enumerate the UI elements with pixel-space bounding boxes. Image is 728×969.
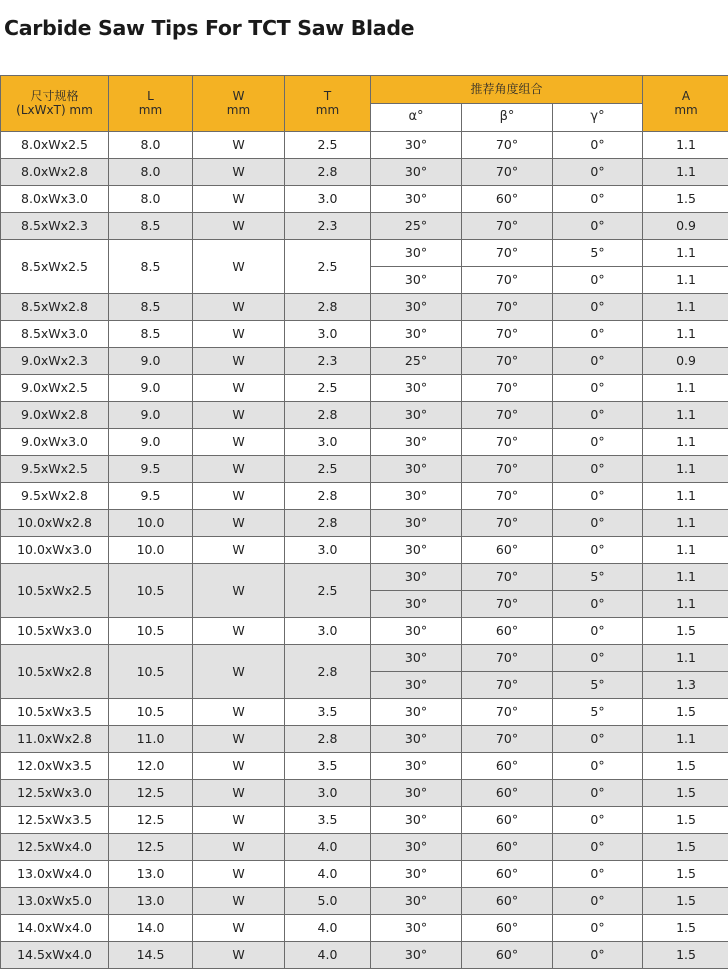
cell-gamma: 0° xyxy=(553,807,643,834)
cell-w: W xyxy=(193,213,285,240)
cell-alpha: 30° xyxy=(371,186,462,213)
cell-w: W xyxy=(193,510,285,537)
cell-gamma: 5° xyxy=(553,672,643,699)
cell-gamma: 0° xyxy=(553,321,643,348)
cell-l: 9.5 xyxy=(109,456,193,483)
cell-beta: 70° xyxy=(462,375,553,402)
cell-a: 1.5 xyxy=(643,618,728,645)
cell-gamma: 5° xyxy=(553,564,643,591)
cell-t: 2.5 xyxy=(285,564,371,618)
cell-gamma: 0° xyxy=(553,888,643,915)
cell-a: 1.5 xyxy=(643,753,728,780)
cell-t: 2.5 xyxy=(285,375,371,402)
table-body xyxy=(1,132,728,969)
cell-w: W xyxy=(193,186,285,213)
table-row xyxy=(1,726,728,753)
cell-alpha: 30° xyxy=(371,591,462,618)
cell-beta: 70° xyxy=(462,159,553,186)
cell-t: 3.5 xyxy=(285,699,371,726)
cell-spec: 9.5xWx2.8 xyxy=(1,483,109,510)
cell-beta: 70° xyxy=(462,348,553,375)
cell-alpha: 25° xyxy=(371,348,462,375)
cell-a: 1.1 xyxy=(643,483,728,510)
cell-beta: 60° xyxy=(462,753,553,780)
cell-beta: 70° xyxy=(462,213,553,240)
cell-alpha: 30° xyxy=(371,834,462,861)
cell-a: 1.5 xyxy=(643,780,728,807)
cell-beta: 70° xyxy=(462,510,553,537)
cell-l: 12.0 xyxy=(109,753,193,780)
cell-w: W xyxy=(193,537,285,564)
cell-spec: 8.5xWx2.5 xyxy=(1,240,109,294)
cell-a: 1.1 xyxy=(643,267,728,294)
header-a xyxy=(643,76,728,132)
cell-w: W xyxy=(193,456,285,483)
cell-w: W xyxy=(193,132,285,159)
table-row xyxy=(1,186,728,213)
cell-alpha: 30° xyxy=(371,780,462,807)
cell-l: 13.0 xyxy=(109,861,193,888)
cell-t: 3.0 xyxy=(285,186,371,213)
table-row xyxy=(1,294,728,321)
cell-beta: 70° xyxy=(462,699,553,726)
cell-l: 12.5 xyxy=(109,780,193,807)
cell-t: 2.5 xyxy=(285,456,371,483)
cell-w: W xyxy=(193,645,285,699)
cell-a: 1.1 xyxy=(643,240,728,267)
cell-l: 9.0 xyxy=(109,429,193,456)
cell-t: 2.8 xyxy=(285,726,371,753)
cell-beta: 60° xyxy=(462,618,553,645)
cell-l: 12.5 xyxy=(109,807,193,834)
cell-gamma: 5° xyxy=(553,240,643,267)
cell-w: W xyxy=(193,618,285,645)
cell-w: W xyxy=(193,753,285,780)
table-row xyxy=(1,375,728,402)
cell-gamma: 0° xyxy=(553,834,643,861)
cell-beta: 70° xyxy=(462,240,553,267)
header-w xyxy=(193,76,285,132)
cell-a: 1.1 xyxy=(643,321,728,348)
header-l-label: L xyxy=(109,90,192,103)
cell-spec: 8.5xWx2.3 xyxy=(1,213,109,240)
cell-beta: 70° xyxy=(462,321,553,348)
cell-beta: 60° xyxy=(462,915,553,942)
header-a-unit: mm xyxy=(643,104,728,117)
table-row xyxy=(1,213,728,240)
cell-l: 9.5 xyxy=(109,483,193,510)
cell-a: 1.1 xyxy=(643,726,728,753)
cell-gamma: 0° xyxy=(553,780,643,807)
cell-l: 12.5 xyxy=(109,834,193,861)
cell-alpha: 30° xyxy=(371,267,462,294)
cell-spec: 12.5xWx3.0 xyxy=(1,780,109,807)
cell-a: 1.1 xyxy=(643,132,728,159)
cell-gamma: 0° xyxy=(553,591,643,618)
page-title: Carbide Saw Tips For TCT Saw Blade xyxy=(4,16,414,40)
cell-t: 3.0 xyxy=(285,780,371,807)
table-row xyxy=(1,942,728,969)
cell-spec: 8.0xWx2.8 xyxy=(1,159,109,186)
cell-alpha: 30° xyxy=(371,402,462,429)
cell-spec: 8.0xWx3.0 xyxy=(1,186,109,213)
cell-alpha: 30° xyxy=(371,429,462,456)
cell-a: 0.9 xyxy=(643,213,728,240)
cell-gamma: 0° xyxy=(553,159,643,186)
cell-gamma: 0° xyxy=(553,645,643,672)
cell-w: W xyxy=(193,861,285,888)
cell-gamma: 0° xyxy=(553,294,643,321)
table-row xyxy=(1,564,728,591)
cell-spec: 9.0xWx2.3 xyxy=(1,348,109,375)
cell-w: W xyxy=(193,159,285,186)
table-row xyxy=(1,888,728,915)
cell-l: 13.0 xyxy=(109,888,193,915)
cell-beta: 60° xyxy=(462,888,553,915)
cell-t: 2.8 xyxy=(285,645,371,699)
cell-beta: 70° xyxy=(462,564,553,591)
cell-spec: 9.0xWx3.0 xyxy=(1,429,109,456)
cell-spec: 13.0xWx4.0 xyxy=(1,861,109,888)
cell-t: 3.0 xyxy=(285,429,371,456)
cell-gamma: 0° xyxy=(553,537,643,564)
cell-beta: 70° xyxy=(462,429,553,456)
table-row xyxy=(1,510,728,537)
cell-w: W xyxy=(193,483,285,510)
cell-alpha: 30° xyxy=(371,510,462,537)
cell-gamma: 0° xyxy=(553,186,643,213)
cell-spec: 12.5xWx3.5 xyxy=(1,807,109,834)
cell-a: 1.5 xyxy=(643,888,728,915)
cell-spec: 9.0xWx2.8 xyxy=(1,402,109,429)
cell-a: 1.5 xyxy=(643,861,728,888)
header-alpha: α° xyxy=(371,104,462,132)
cell-a: 1.1 xyxy=(643,564,728,591)
cell-w: W xyxy=(193,888,285,915)
header-t xyxy=(285,76,371,132)
cell-l: 14.0 xyxy=(109,915,193,942)
header-a-label: A xyxy=(643,90,728,103)
cell-alpha: 30° xyxy=(371,645,462,672)
table-row xyxy=(1,132,728,159)
cell-spec: 10.0xWx3.0 xyxy=(1,537,109,564)
cell-t: 3.0 xyxy=(285,537,371,564)
cell-t: 2.3 xyxy=(285,348,371,375)
cell-alpha: 30° xyxy=(371,132,462,159)
cell-l: 10.0 xyxy=(109,510,193,537)
cell-spec: 14.0xWx4.0 xyxy=(1,915,109,942)
cell-t: 2.3 xyxy=(285,213,371,240)
cell-l: 8.0 xyxy=(109,186,193,213)
cell-gamma: 0° xyxy=(553,753,643,780)
cell-l: 10.0 xyxy=(109,537,193,564)
cell-a: 1.1 xyxy=(643,456,728,483)
cell-a: 1.5 xyxy=(643,942,728,969)
cell-a: 1.5 xyxy=(643,834,728,861)
cell-gamma: 0° xyxy=(553,132,643,159)
cell-t: 2.5 xyxy=(285,132,371,159)
cell-beta: 70° xyxy=(462,294,553,321)
cell-alpha: 30° xyxy=(371,753,462,780)
cell-alpha: 30° xyxy=(371,240,462,267)
header-l xyxy=(109,76,193,132)
table-row xyxy=(1,159,728,186)
cell-gamma: 0° xyxy=(553,375,643,402)
cell-t: 3.5 xyxy=(285,753,371,780)
cell-a: 1.5 xyxy=(643,915,728,942)
cell-a: 1.5 xyxy=(643,699,728,726)
cell-a: 1.1 xyxy=(643,375,728,402)
cell-w: W xyxy=(193,834,285,861)
cell-l: 9.0 xyxy=(109,402,193,429)
cell-l: 8.0 xyxy=(109,159,193,186)
header-beta: β° xyxy=(462,104,553,132)
cell-alpha: 30° xyxy=(371,294,462,321)
cell-w: W xyxy=(193,429,285,456)
cell-spec: 8.0xWx2.5 xyxy=(1,132,109,159)
table-row xyxy=(1,456,728,483)
cell-alpha: 30° xyxy=(371,618,462,645)
cell-gamma: 0° xyxy=(553,267,643,294)
table-row xyxy=(1,753,728,780)
cell-alpha: 30° xyxy=(371,672,462,699)
cell-alpha: 30° xyxy=(371,942,462,969)
cell-gamma: 0° xyxy=(553,429,643,456)
cell-alpha: 30° xyxy=(371,321,462,348)
cell-spec: 10.5xWx3.5 xyxy=(1,699,109,726)
table-row xyxy=(1,834,728,861)
cell-beta: 60° xyxy=(462,807,553,834)
cell-alpha: 30° xyxy=(371,483,462,510)
cell-t: 3.0 xyxy=(285,321,371,348)
cell-t: 4.0 xyxy=(285,834,371,861)
cell-spec: 10.5xWx3.0 xyxy=(1,618,109,645)
cell-alpha: 30° xyxy=(371,159,462,186)
cell-spec: 10.5xWx2.8 xyxy=(1,645,109,699)
header-angle-group: 推荐角度组合 xyxy=(371,76,643,104)
cell-alpha: 30° xyxy=(371,915,462,942)
cell-l: 8.5 xyxy=(109,213,193,240)
cell-gamma: 0° xyxy=(553,915,643,942)
cell-t: 2.8 xyxy=(285,294,371,321)
cell-t: 3.5 xyxy=(285,807,371,834)
cell-a: 1.5 xyxy=(643,807,728,834)
cell-beta: 70° xyxy=(462,726,553,753)
cell-alpha: 30° xyxy=(371,456,462,483)
cell-t: 2.8 xyxy=(285,159,371,186)
cell-beta: 70° xyxy=(462,267,553,294)
table-row xyxy=(1,618,728,645)
cell-alpha: 30° xyxy=(371,807,462,834)
cell-t: 2.8 xyxy=(285,510,371,537)
cell-a: 1.1 xyxy=(643,537,728,564)
spec-table xyxy=(0,75,728,969)
cell-t: 3.0 xyxy=(285,618,371,645)
cell-spec: 10.0xWx2.8 xyxy=(1,510,109,537)
cell-a: 1.1 xyxy=(643,591,728,618)
cell-a: 1.5 xyxy=(643,186,728,213)
cell-beta: 60° xyxy=(462,780,553,807)
cell-w: W xyxy=(193,942,285,969)
table-row xyxy=(1,402,728,429)
cell-beta: 70° xyxy=(462,456,553,483)
header-t-label: T xyxy=(285,90,370,103)
cell-gamma: 0° xyxy=(553,348,643,375)
cell-gamma: 0° xyxy=(553,861,643,888)
cell-gamma: 0° xyxy=(553,510,643,537)
header-gamma: γ° xyxy=(553,104,643,132)
cell-alpha: 25° xyxy=(371,213,462,240)
cell-a: 1.1 xyxy=(643,645,728,672)
table-row xyxy=(1,483,728,510)
cell-w: W xyxy=(193,294,285,321)
cell-a: 0.9 xyxy=(643,348,728,375)
cell-spec: 8.5xWx3.0 xyxy=(1,321,109,348)
cell-beta: 60° xyxy=(462,537,553,564)
cell-spec: 12.0xWx3.5 xyxy=(1,753,109,780)
cell-beta: 60° xyxy=(462,186,553,213)
table-row xyxy=(1,240,728,267)
cell-w: W xyxy=(193,375,285,402)
cell-w: W xyxy=(193,564,285,618)
cell-a: 1.1 xyxy=(643,510,728,537)
cell-beta: 70° xyxy=(462,672,553,699)
cell-w: W xyxy=(193,807,285,834)
cell-spec: 8.5xWx2.8 xyxy=(1,294,109,321)
cell-l: 9.0 xyxy=(109,375,193,402)
cell-w: W xyxy=(193,780,285,807)
cell-alpha: 30° xyxy=(371,537,462,564)
table-row xyxy=(1,645,728,672)
cell-t: 4.0 xyxy=(285,915,371,942)
cell-a: 1.3 xyxy=(643,672,728,699)
cell-beta: 60° xyxy=(462,942,553,969)
table-row xyxy=(1,807,728,834)
header-spec xyxy=(1,76,109,132)
cell-t: 2.8 xyxy=(285,483,371,510)
cell-l: 8.5 xyxy=(109,294,193,321)
cell-a: 1.1 xyxy=(643,429,728,456)
cell-spec: 12.5xWx4.0 xyxy=(1,834,109,861)
cell-a: 1.1 xyxy=(643,159,728,186)
cell-l: 11.0 xyxy=(109,726,193,753)
cell-beta: 70° xyxy=(462,591,553,618)
header-w-label: W xyxy=(193,90,284,103)
table-row xyxy=(1,537,728,564)
cell-l: 8.5 xyxy=(109,321,193,348)
cell-alpha: 30° xyxy=(371,564,462,591)
cell-gamma: 0° xyxy=(553,942,643,969)
cell-l: 8.5 xyxy=(109,240,193,294)
cell-spec: 13.0xWx5.0 xyxy=(1,888,109,915)
cell-l: 10.5 xyxy=(109,618,193,645)
cell-alpha: 30° xyxy=(371,726,462,753)
cell-gamma: 0° xyxy=(553,213,643,240)
cell-l: 10.5 xyxy=(109,699,193,726)
cell-alpha: 30° xyxy=(371,861,462,888)
cell-a: 1.1 xyxy=(643,294,728,321)
cell-spec: 10.5xWx2.5 xyxy=(1,564,109,618)
cell-spec: 14.5xWx4.0 xyxy=(1,942,109,969)
header-w-unit: mm xyxy=(193,104,284,117)
cell-t: 4.0 xyxy=(285,861,371,888)
cell-w: W xyxy=(193,699,285,726)
cell-beta: 70° xyxy=(462,402,553,429)
cell-alpha: 30° xyxy=(371,699,462,726)
table-row xyxy=(1,348,728,375)
cell-l: 14.5 xyxy=(109,942,193,969)
cell-l: 10.5 xyxy=(109,645,193,699)
cell-spec: 9.0xWx2.5 xyxy=(1,375,109,402)
cell-beta: 60° xyxy=(462,834,553,861)
cell-beta: 70° xyxy=(462,483,553,510)
cell-l: 10.5 xyxy=(109,564,193,618)
table-row xyxy=(1,699,728,726)
cell-a: 1.1 xyxy=(643,402,728,429)
cell-t: 2.5 xyxy=(285,240,371,294)
cell-spec: 9.5xWx2.5 xyxy=(1,456,109,483)
cell-gamma: 0° xyxy=(553,483,643,510)
header-l-unit: mm xyxy=(109,104,192,117)
cell-spec: 11.0xWx2.8 xyxy=(1,726,109,753)
cell-w: W xyxy=(193,348,285,375)
table-row xyxy=(1,321,728,348)
cell-gamma: 0° xyxy=(553,618,643,645)
cell-gamma: 0° xyxy=(553,456,643,483)
cell-beta: 60° xyxy=(462,861,553,888)
cell-w: W xyxy=(193,726,285,753)
cell-w: W xyxy=(193,321,285,348)
table-header xyxy=(1,76,728,132)
cell-gamma: 0° xyxy=(553,402,643,429)
cell-w: W xyxy=(193,915,285,942)
cell-t: 4.0 xyxy=(285,942,371,969)
header-spec-sub: (LxWxT) mm xyxy=(1,104,108,117)
cell-t: 5.0 xyxy=(285,888,371,915)
cell-gamma: 0° xyxy=(553,726,643,753)
table-row xyxy=(1,429,728,456)
cell-alpha: 30° xyxy=(371,888,462,915)
cell-l: 9.0 xyxy=(109,348,193,375)
cell-l: 8.0 xyxy=(109,132,193,159)
table-row xyxy=(1,915,728,942)
cell-gamma: 5° xyxy=(553,699,643,726)
cell-t: 2.8 xyxy=(285,402,371,429)
cell-w: W xyxy=(193,240,285,294)
cell-beta: 70° xyxy=(462,645,553,672)
cell-w: W xyxy=(193,402,285,429)
header-t-unit: mm xyxy=(285,104,370,117)
table-row xyxy=(1,780,728,807)
table-row xyxy=(1,861,728,888)
cell-alpha: 30° xyxy=(371,375,462,402)
header-spec-label: 尺寸规格 xyxy=(1,90,108,103)
cell-beta: 70° xyxy=(462,132,553,159)
